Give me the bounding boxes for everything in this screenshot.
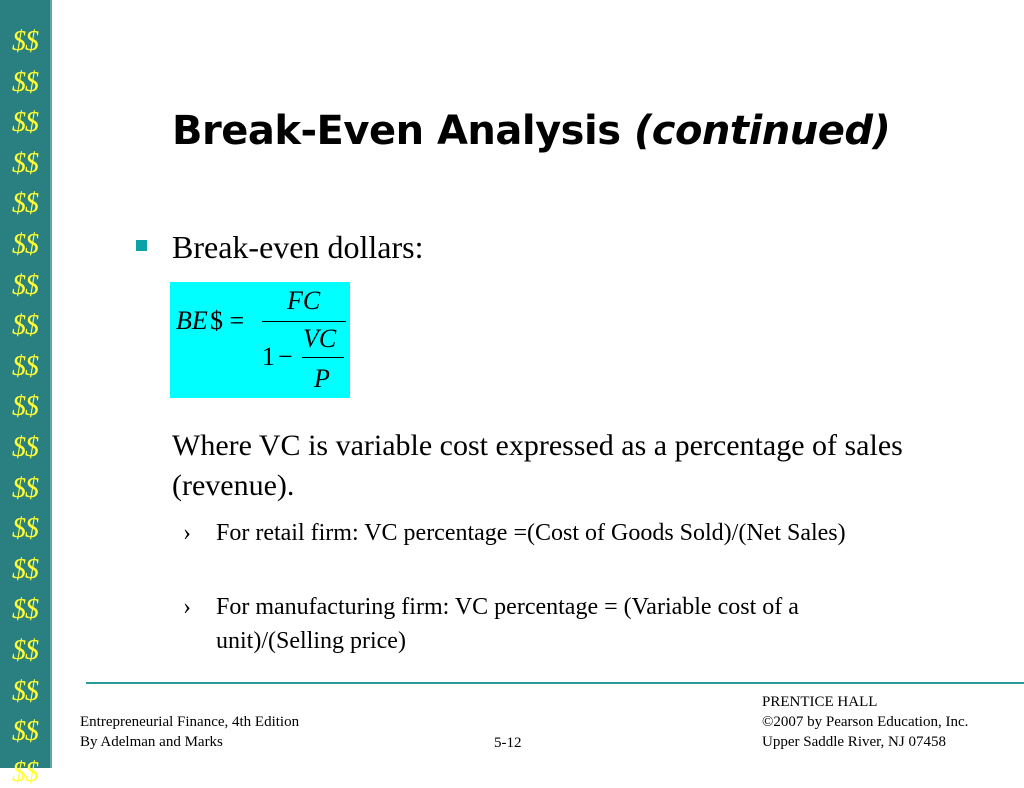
footer-page-number: 5-12 (494, 735, 522, 751)
dollar-sign-icon: $$ (12, 594, 38, 626)
bullet-break-even-dollars: Break-even dollars: (172, 229, 424, 265)
dollar-sign-icon: $$ (12, 391, 38, 423)
footer-divider (86, 682, 1024, 684)
formula-fc: FC (287, 286, 321, 315)
dollar-sign-icon: $$ (12, 66, 38, 98)
formula-p: P (314, 364, 330, 393)
footer-authors: By Adelman and Marks (80, 734, 223, 750)
dollar-sign-icon: $$ (12, 553, 38, 585)
formula-be: BE (176, 306, 208, 335)
dollar-sign-icon: $$ (12, 716, 38, 748)
formula-vc: VC (303, 324, 337, 353)
dollar-sidebar (0, 0, 52, 788)
dollar-sign-icon: $$ (12, 675, 38, 707)
dollar-sign-icon: $$ (12, 513, 38, 545)
sub-item-manufacturing: For manufacturing firm: VC percentage = (Variable cost of a unit)/(Selling price) (216, 594, 799, 654)
footer-publisher: PRENTICE HALL (762, 694, 878, 710)
inner-fraction-bar (302, 357, 344, 358)
break-even-formula (170, 282, 350, 398)
footer-copyright: ©2007 by Pearson Education, Inc. (762, 714, 969, 730)
main-fraction-bar (262, 321, 346, 322)
slide-title (172, 108, 890, 154)
footer-address: Upper Saddle River, NJ 07458 (762, 734, 946, 750)
formula-one: 1 (262, 342, 275, 371)
dollar-sign-icon: $$ (12, 188, 38, 220)
square-bullet-icon (136, 240, 147, 251)
formula-dollar-equals: $ = (210, 306, 245, 335)
title-main: Break-Even Analysis (172, 108, 621, 154)
dollar-sign-icon: $$ (12, 756, 38, 788)
vc-explanation: Where VC is variable cost expressed as a percentage of sales (revenue). (172, 429, 903, 502)
dollar-sign-icon: $$ (12, 432, 38, 463)
formula-minus: − (278, 342, 293, 371)
dollar-sign-icon: $$ (12, 269, 38, 301)
dollar-sign-icon: $$ (12, 310, 38, 342)
dollar-sign-icon: $$ (12, 635, 38, 666)
dollar-sign-icon: $$ (12, 147, 38, 179)
title-continued: (continued) (633, 108, 891, 154)
dollar-sign-icon: $$ (12, 107, 38, 139)
footer-book-title: Entrepreneurial Finance, 4th Edition (80, 714, 300, 730)
sub-item-retail: For retail firm: VC percentage =(Cost of Goods Sold)/(Net Sales) (216, 520, 846, 546)
dollar-sign-icon: $$ (12, 229, 38, 260)
sub-bullet-marker: › (183, 594, 191, 620)
dollar-sign-icon: $$ (12, 26, 38, 57)
sub-bullet-marker: › (183, 520, 191, 546)
dollar-sign-icon: $$ (12, 472, 38, 504)
dollar-sign-icon: $$ (12, 350, 38, 382)
